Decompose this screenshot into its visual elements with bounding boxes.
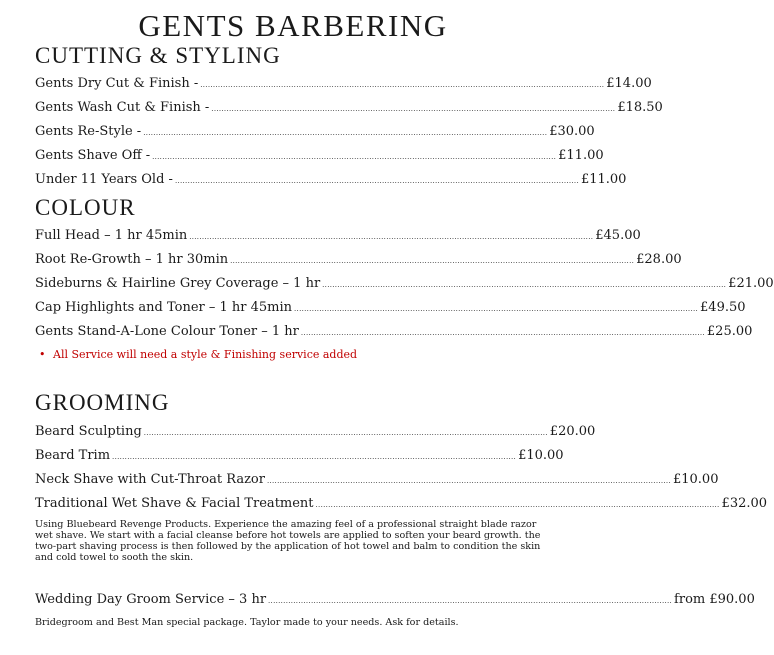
price-row (35, 300, 746, 320)
price-row (35, 228, 641, 248)
dot-leader: ................................................................................................................................................................ (268, 597, 673, 605)
service-price: £14.00 (606, 76, 652, 91)
colour-service-note: • All Service will need a style & Finishing service added (53, 348, 357, 361)
service-price: £11.00 (558, 148, 604, 163)
service-price: £21.00 (728, 276, 774, 291)
service-price: £45.00 (595, 228, 641, 243)
wedding-description: Bridegroom and Best Man special package. Taylor made to your needs. Ask for details. (35, 617, 459, 628)
service-name: Wedding Day Groom Service – 3 hr (35, 592, 267, 607)
price-row-wedding (35, 592, 755, 612)
service-name: Cap Highlights and Toner – 1 hr 45min (35, 300, 293, 315)
service-name: Gents Shave Off - (35, 148, 151, 163)
service-name: Gents Stand-A-Lone Colour Toner – 1 hr (35, 324, 299, 339)
dot-leader: ................................................................................................................................................................ (315, 501, 720, 509)
service-price: £32.00 (721, 496, 768, 511)
service-name: Full Head – 1 hr 45min (35, 228, 188, 243)
service-name: Under 11 Years Old - (35, 172, 173, 187)
dot-leader: ................................................................................................................................................................ (294, 305, 699, 313)
dot-leader: ................................................................................................................................................................ (266, 477, 671, 485)
price-row (35, 424, 596, 444)
service-price: £18.50 (617, 100, 663, 115)
dot-leader: ................................................................................................................................................................ (189, 233, 594, 241)
service-price: £11.00 (580, 172, 627, 187)
service-name: Sideburns & Hairline Grey Coverage – 1 hr (35, 276, 321, 291)
dot-leader: ................................................................................................................................................................ (152, 153, 557, 161)
dot-leader: ................................................................................................................................................................ (112, 453, 517, 461)
grooming-description: Using Bluebeard Revenge Products. Experience the amazing feel of a professional straight blade razor wet shave. We start with a facial cleanse before hot towels are applied to soften your beard growth. the two-part shaving process is then followed by the application of hot towel and balm to condition the skin and cold towel to sooth the skin. (35, 519, 541, 563)
service-name: Gents Wash Cut & Finish - (35, 100, 210, 115)
dot-leader: ................................................................................................................................................................ (143, 129, 548, 137)
service-price: £30.00 (549, 124, 595, 139)
service-price: £20.00 (549, 424, 596, 439)
price-row (35, 100, 663, 120)
service-name: Traditional Wet Shave & Facial Treatment (35, 496, 314, 511)
service-price: £10.00 (672, 472, 719, 487)
dot-leader: ................................................................................................................................................................ (322, 281, 727, 289)
service-name: Beard Trim (35, 448, 111, 463)
dot-leader: ................................................................................................................................................................ (200, 81, 605, 89)
price-row (35, 76, 652, 96)
service-name: Beard Sculpting (35, 424, 142, 439)
section-heading-cutting: CUTTING & STYLING (35, 43, 281, 68)
price-row (35, 324, 753, 344)
price-row (35, 252, 682, 272)
service-name: Gents Dry Cut & Finish - (35, 76, 199, 91)
price-row (35, 276, 774, 296)
dot-leader: ................................................................................................................................................................ (143, 429, 548, 437)
dot-leader: ................................................................................................................................................................ (174, 177, 579, 185)
service-name: Neck Shave with Cut-Throat Razor (35, 472, 265, 487)
price-row (35, 148, 604, 168)
price-row (35, 124, 595, 144)
service-price: £25.00 (706, 324, 753, 339)
dot-leader: ................................................................................................................................................................ (211, 105, 616, 113)
dot-leader: ................................................................................................................................................................ (300, 329, 705, 337)
price-row (35, 172, 627, 192)
price-row (35, 496, 768, 516)
page-title: GENTS BARBERING (138, 8, 448, 43)
service-price: £49.50 (700, 300, 746, 315)
service-price: from £90.00 (674, 592, 755, 607)
price-row (35, 472, 719, 492)
service-price: £10.00 (518, 448, 564, 463)
service-price: £28.00 (636, 252, 682, 267)
price-row (35, 448, 564, 468)
section-heading-colour: COLOUR (35, 195, 136, 220)
section-heading-grooming: GROOMING (35, 390, 170, 415)
dot-leader: ................................................................................................................................................................ (230, 257, 635, 265)
service-name: Root Re-Growth – 1 hr 30min (35, 252, 229, 267)
service-name: Gents Re-Style - (35, 124, 142, 139)
